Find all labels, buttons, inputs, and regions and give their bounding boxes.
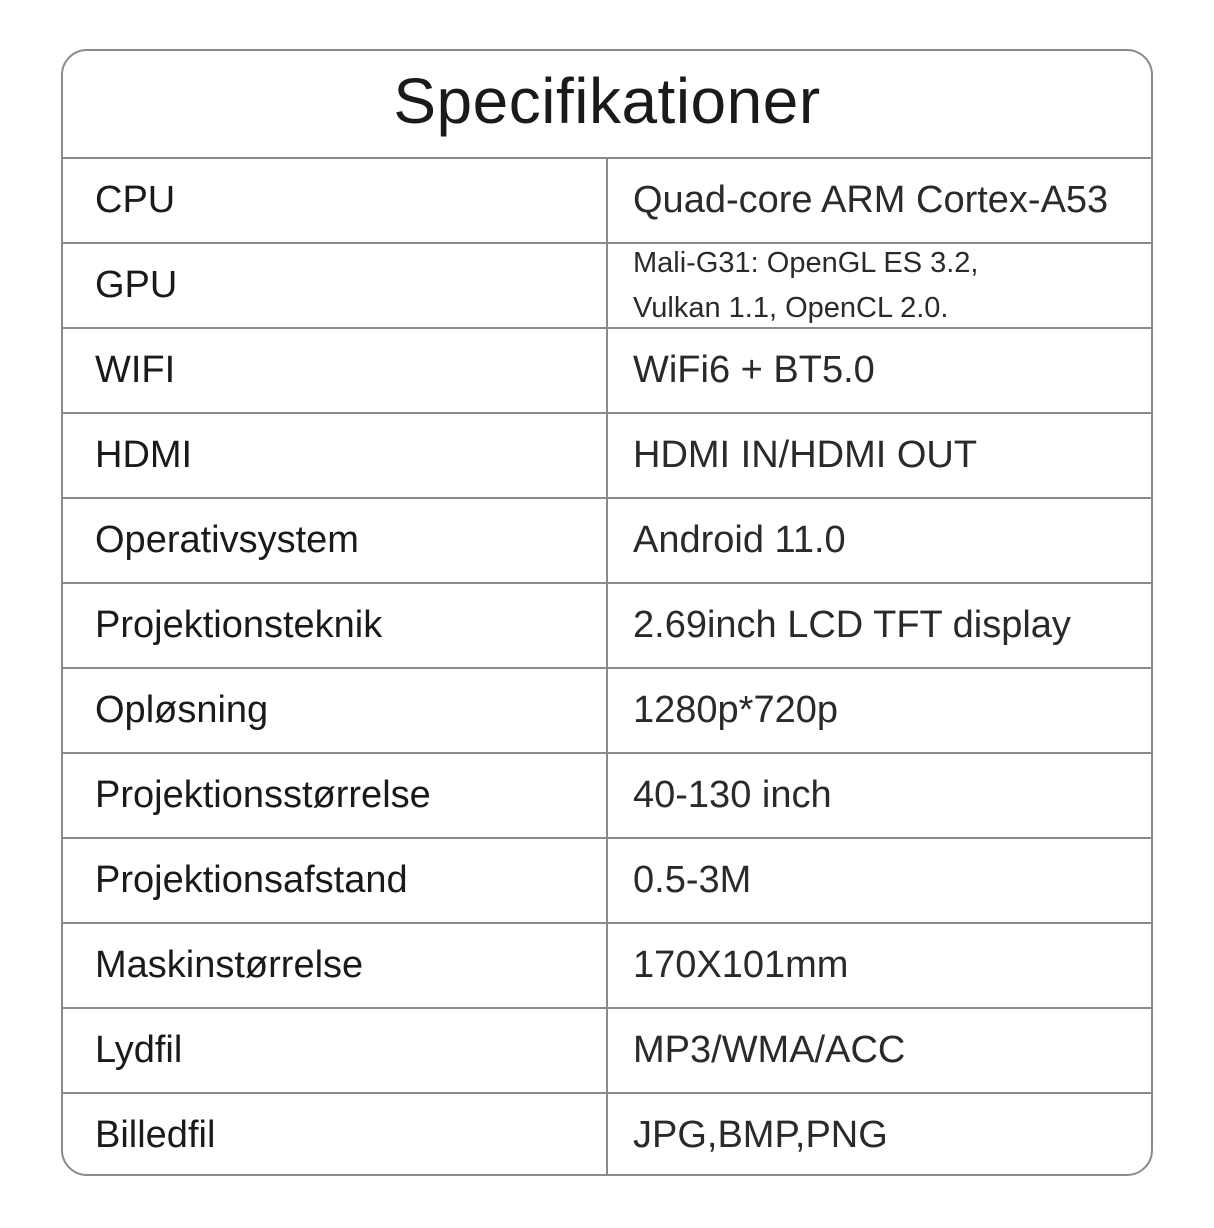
spec-value-line: JPG,BMP,PNG [633, 1114, 888, 1156]
spec-value-line: Quad-core ARM Cortex-A53 [633, 179, 1109, 221]
table-row [63, 159, 1151, 244]
title-bar [63, 51, 1151, 159]
spec-label: Maskinstørrelse [63, 924, 608, 1007]
spec-value-line: 40-130 inch [633, 774, 832, 816]
table-row [63, 414, 1151, 499]
spec-label: HDMI [63, 414, 608, 497]
spec-label: GPU [63, 244, 608, 327]
page-title: Specifikationer [393, 65, 821, 137]
spec-value [608, 584, 1151, 667]
table-row [63, 499, 1151, 584]
spec-label: Projektionsstørrelse [63, 754, 608, 837]
table-row [63, 839, 1151, 924]
spec-value-line: Vulkan 1.1, OpenCL 2.0. [633, 291, 949, 324]
spec-value [608, 669, 1151, 752]
spec-label: Opløsning [63, 669, 608, 752]
spec-value-line: Android 11.0 [633, 519, 846, 561]
table-row [63, 1009, 1151, 1094]
spec-value [608, 839, 1151, 922]
spec-value [608, 159, 1151, 242]
spec-rows [63, 159, 1151, 1176]
spec-label: Operativsystem [63, 499, 608, 582]
table-row [63, 669, 1151, 754]
table-row [63, 754, 1151, 839]
table-row [63, 244, 1151, 329]
spec-value [608, 754, 1151, 837]
spec-value-line: 1280p*720p [633, 689, 838, 731]
table-row [63, 329, 1151, 414]
spec-value [608, 244, 1151, 327]
table-row [63, 584, 1151, 669]
spec-value [608, 499, 1151, 582]
table-row [63, 924, 1151, 1009]
spec-table [61, 49, 1153, 1176]
spec-value-line: HDMI IN/HDMI OUT [633, 434, 978, 476]
spec-value [608, 414, 1151, 497]
spec-value-line: 2.69inch LCD TFT display [633, 604, 1071, 646]
spec-label: CPU [63, 159, 608, 242]
spec-label: Billedfil [63, 1094, 608, 1176]
table-row [63, 1094, 1151, 1176]
spec-value-line: MP3/WMA/ACC [633, 1029, 906, 1071]
spec-value-line: 170X101mm [633, 944, 849, 986]
spec-label: Lydfil [63, 1009, 608, 1092]
spec-label: WIFI [63, 329, 608, 412]
spec-value [608, 1009, 1151, 1092]
spec-label: Projektionsteknik [63, 584, 608, 667]
spec-value [608, 924, 1151, 1007]
spec-value [608, 329, 1151, 412]
spec-value-line: Mali-G31: OpenGL ES 3.2, [633, 246, 979, 279]
spec-value-line: WiFi6 + BT5.0 [633, 349, 875, 391]
spec-label: Projektionsafstand [63, 839, 608, 922]
spec-value-line: 0.5-3M [633, 859, 752, 901]
spec-value [608, 1094, 1151, 1176]
